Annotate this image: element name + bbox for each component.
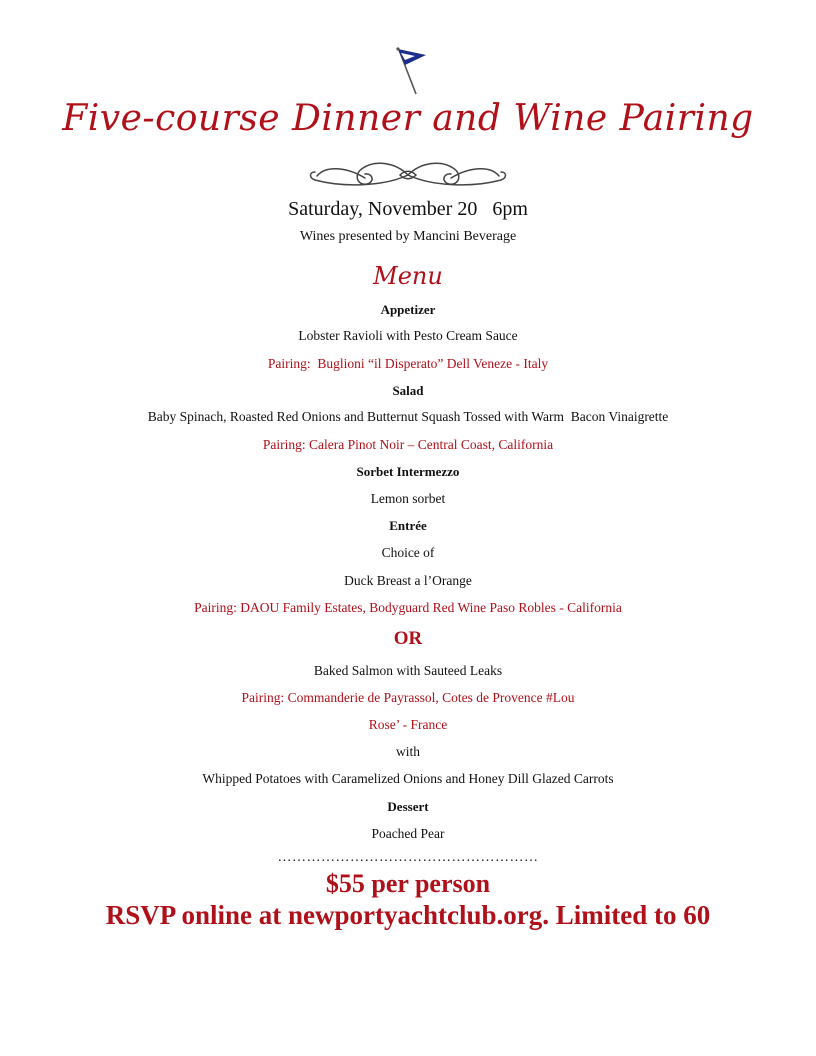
entree-pairing-salmon-cont: Rose’ - France [368,717,448,732]
course-heading-sorbet: Sorbet Intermezzo [356,464,460,479]
salad-dish: Baby Spinach, Roasted Red Onions and Butternut Squash Tossed with Warm Bacon Vinaigrette [147,409,669,424]
dotted-separator: ……………………………………………… [277,850,539,865]
course-heading-appetizer: Appetizer [380,302,436,317]
flourish-divider-icon [305,156,511,194]
appetizer-pairing: Pairing: Buglioni “il Disperato” Dell Veneze - Italy [267,356,549,371]
entree-pairing-duck: Pairing: DAOU Family Estates, Bodyguard Red Wine Paso Robles - California [194,600,622,615]
menu-title: Menu [373,262,443,290]
event-date: Saturday, November 20 6pm [288,198,528,220]
entree-with: with [395,744,420,759]
appetizer-dish: Lobster Ravioli with Pesto Cream Sauce [298,328,518,343]
entree-option-salmon: Baked Salmon with Sauteed Leaks [313,663,503,678]
course-heading-salad: Salad [392,383,424,398]
wine-presenter: Wines presented by Mancini Beverage [299,229,517,244]
entree-sides: Whipped Potatoes with Caramelized Onions and Honey Dill Glazed Carrots [202,771,614,786]
entree-choice: Choice of [381,545,435,560]
price: $55 per person [325,869,491,898]
entree-or: OR [393,628,423,649]
course-heading-entree: Entrée [389,518,427,533]
rsvp-line: RSVP online at newportyachtclub.org. Limited to 60 [105,900,711,930]
burgee-flag-icon [393,44,427,96]
dessert-dish: Poached Pear [371,826,445,841]
sorbet-dish: Lemon sorbet [370,491,446,506]
entree-pairing-salmon: Pairing: Commanderie de Payrassol, Cotes de Provence #Lou [241,690,575,705]
course-heading-dessert: Dessert [387,799,429,814]
salad-pairing: Pairing: Calera Pinot Noir – Central Coast, California [262,437,554,452]
page-title: Five-course Dinner and Wine Pairing [62,98,754,139]
entree-option-duck: Duck Breast a l’Orange [344,573,472,588]
